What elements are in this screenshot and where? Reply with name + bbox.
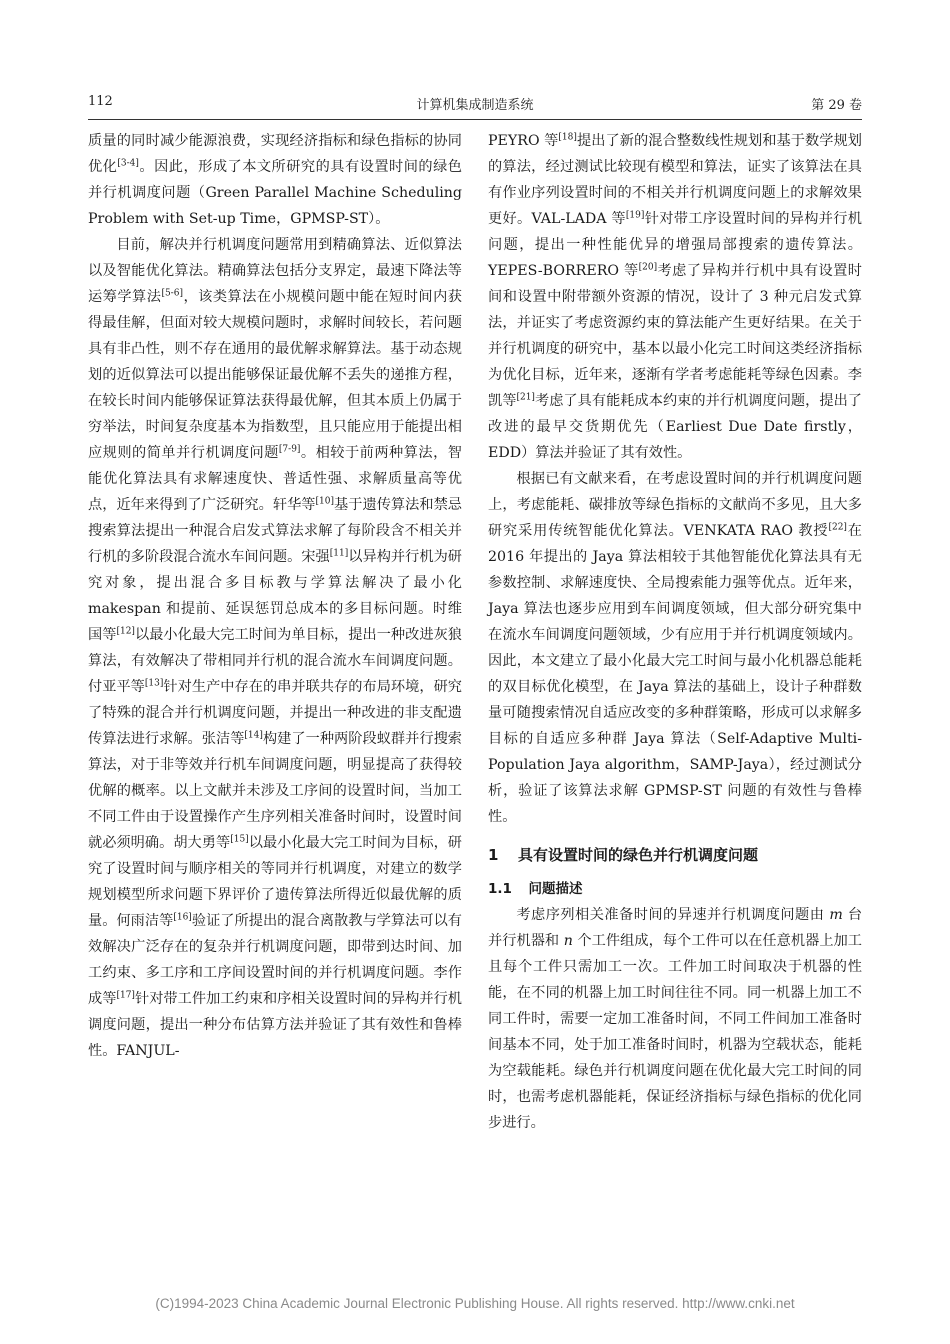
section-heading (488, 842, 862, 868)
subsection-number: 1.1 (488, 881, 512, 897)
citation: [11] (329, 548, 349, 559)
subsection-title: 问题描述 (528, 881, 583, 897)
math-var-n: n (563, 933, 573, 949)
copyright-footer: (C)1994-2023 China Academic Journal Electronic Publishing House. All rights reserved. http://www.cnki.net (155, 1296, 795, 1311)
citation: [7-9] (278, 444, 301, 455)
journal-title: 计算机集成制造系统 (416, 98, 534, 113)
citation: [12] (116, 626, 135, 637)
paragraph-methods-review: 目前，解决并行机调度问题常用到精确算法、近似算法以及智能优化算法。精确算法包括分支界定，最速下降法等运筹学算法[5-6]，该类算法在小规模问题中能在短时间内获得最佳解，但面对较大规模问题时，求解时间较长，若问题具有非凸性，则不存在通用的最优解求解算法。基于动态规划的近似算法可以提出能够保证最优解不丢失的递推方程，在较长时间内能够保证算法获得最优解，但其本质上仍属于穷举法，时间复杂度基本为指数型，且只能应用于能提出相应规则的简单并行机调度问题[7-9]。相较于前两种算法，智能优化算法具有求解速度快、普适性强、求解质量高等优点，近年来得到了广泛研究。轩华等[10]基于遗传算法和禁忌搜索算法提出一种混合启发式算法求解了每阶段含不相关并行机的多阶段混合流水车间问题。宋强[11]以异构并行机为研究对象，提出混合多目标教与学算法解决了最小化 makespan 和提前、延误惩罚总成本的多目标问题。时维国等[12]以最小化最大完工时间为单目标，提出一种改进灰狼算法，有效解决了带相同并行机的混合流水车间调度问题。付亚平等[13]针对生产中存在的串并联共存的布局环境，研究了特殊的混合并行机调度问题，并提出一种改进的非支配遗传算法进行求解。张洁等[14]构建了一种两阶段蚁群并行搜索算法，对于非等效并行机车间调度问题，明显提高了获得较优解的概率。以上文献并未涉及工序间的设置时间，当加工不同工件由于设置操作产生序列相关准备时间时，设置时间就必须明确。胡大勇等[15]以最小化最大完工时间为目标，研究了设置时间与顺序相关的等同并行机调度，对建立的数学规划模型所求问题下界评价了遗传算法所得近似最优解的质量。何雨洁等[16]验证了所提出的混合离散教与学算法可以有效解决广泛存在的复杂并行机调度问题，即带到达时间、加工约束、多工序和工序间设置时间的并行机调度问题。李作成等[17]针对带工件加工约束和序相关设置时间的异构并行机调度问题，提出一种分布估算方法并验证了其有效性和鲁棒性。FANJUL- (88, 237, 462, 1059)
citation: [16] (173, 912, 192, 923)
running-header (88, 94, 862, 116)
left-column (88, 128, 462, 1064)
volume-label: 第 29 卷 (811, 98, 862, 113)
section-number: 1 (488, 846, 499, 864)
citation: [15] (230, 834, 249, 845)
citation: [21] (516, 392, 535, 403)
citation: [13] (144, 678, 164, 689)
subsection-heading (488, 876, 862, 902)
citation: [3-4] (117, 158, 139, 169)
right-column (488, 128, 862, 1136)
citation: [14] (244, 730, 263, 741)
paragraph-motivation: 根据已有文献来看，在考虑设置时间的并行机调度问题上，考虑能耗、碳排放等绿色指标的文献尚不多见，且大多研究采用传统智能优化算法。VENKATA RAO 教授[22]在 2016 年提出的 Jaya 算法相较于其他智能优化算法具有无参数控制、求解速度快、全局搜索能力强等优点。近年来，Jaya 算法也逐步应用到车间调度领域，但大部分研究集中在流水车间调度问题领域，少有应用于并行机调度领域内。因此，本文建立了最小化最大完工时间与最小化机器总能耗的双目标优化模型，在 Jaya 算法的基础上，设计子种群数量可随搜索情况自适应改变的多种群策略，形成可以求解多目标的自适应多种群 Jaya 算法（Self-Adaptive Multi-Population Jaya algorithm，SAMP-Jaya），经过测试分析，验证了该算法求解 GPMSP-ST 问题的有效性与鲁棒性。 (488, 471, 862, 825)
citation: [20] (638, 262, 658, 273)
citation: [10] (315, 496, 334, 507)
math-var-m: m (829, 907, 843, 923)
paragraph-continuation: PEYRO 等[18]提出了新的混合整数线性规划和基于数学规划的算法，经过测试比较现有模型和算法，证实了该算法在具有作业序列设置时间的不相关并行机调度问题上的求解效果更好。VAL-LADA 等[19]针对带工序设置时间的异构并行机问题，提出一种性能优异的增强局部搜索的遗传算法。YEPES-BORRERO 等[20]考虑了异构并行机中具有设置时间和设置中附带额外资源的情况，设计了 3 种元启发式算法，并证实了考虑资源约束的算法能产生更好结果。在关于并行机调度的研究中，基本以最小化完工时间这类经济指标为优化目标，近年来，逐渐有学者考虑能耗等绿色因素。李凯等[21]考虑了具有能耗成本约束的并行机调度问题，提出了改进的最早交货期优先（Earliest Due Date firstly，EDD）算法并验证了其有效性。 (488, 132, 862, 461)
header-rule (88, 119, 862, 120)
section-title: 具有设置时间的绿色并行机调度问题 (518, 846, 759, 864)
paragraph-continuation: 质量的同时减少能源浪费，实现经济指标和绿色指标的协同优化[3-4]。因此，形成了本文所研究的具有设置时间的绿色并行机调度问题（Green Parallel Machine Scheduling Problem with Set-up Time，GPMSP-ST）。 (88, 133, 462, 227)
paragraph-problem-description: 考虑序列相关准备时间的异速并行机调度问题由 m 台并行机器和 n 个工件组成，每个工件可以在任意机器上加工且每个工件只需加工一次。工件加工时间取决于机器的性能，在不同的机器上加工时间往往不同。同一机器上加工不同工件时，需要一定加工准备时间，不同工件间加工准备时间基本不同，处于加工准备时间时，机器为空载状态，能耗为空载能耗。绿色并行机调度问题在优化最大完工时间的同时，也需考虑机器能耗，保证经济指标与绿色指标的优化同步进行。 (488, 907, 863, 1131)
page-number: 112 (88, 94, 113, 109)
citation: [17] (116, 990, 135, 1001)
citation: [5-6] (161, 288, 183, 299)
citation: [22] (828, 522, 847, 533)
citation: [18] (558, 132, 577, 143)
citation: [19] (625, 210, 645, 221)
